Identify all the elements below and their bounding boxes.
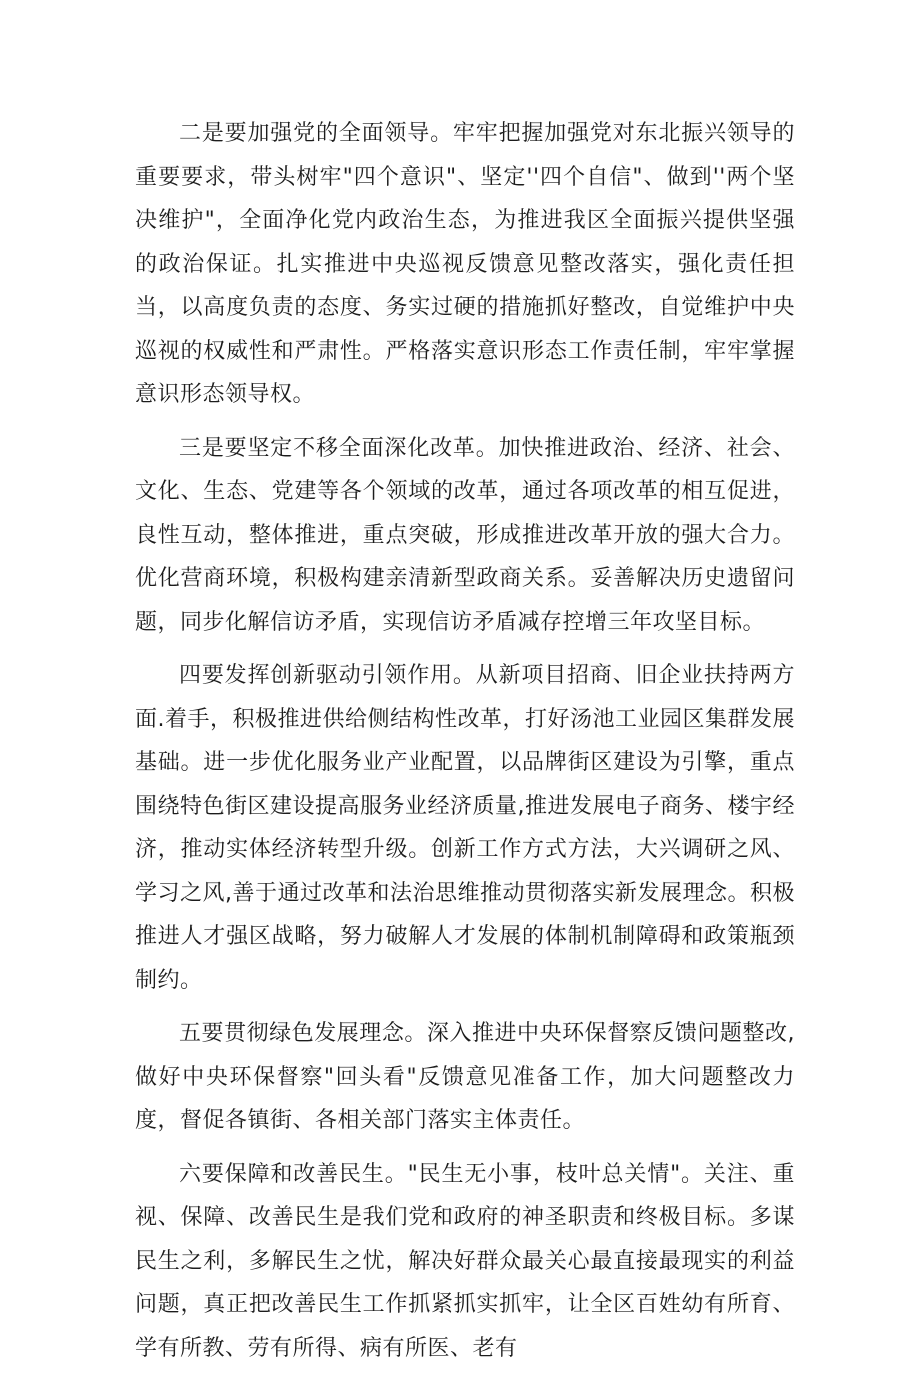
paragraph-green-development: 五要贯彻绿色发展理念。深入推进中央环保督察反馈问题整改,做好中央环保督察"回头看"反馈意见准备工作，加大问题整改力度，督促各镇街、各相关部门落实主体责任。	[135, 1021, 795, 1133]
paragraph-deepen-reform: 三是要坚定不移全面深化改革。加快推进政治、经济、社会、文化、生态、党建等各个领域的改革，通过各项改革的相互促进，良性互动，整体推进，重点突破，形成推进改革开放的强大合力。优化营商环境，积极构建亲清新型政商关系。妥善解决历史遗留问题，同步化解信访矛盾，实现信访矛盾减存控增三年攻坚目标。	[135, 435, 795, 635]
paragraph-livelihood: 六要保障和改善民生。"民生无小事，枝叶总关情"。关注、重视、保障、改善民生是我们党和政府的神圣职责和终极目标。多谋民生之利，多解民生之忧，解决好群众最关心最直接最现实的利益问题，真正把改善民生工作抓紧抓实抓牢，让全区百姓幼有所育、学有所教、劳有所得、病有所医、老有	[135, 1161, 795, 1361]
document-body	[135, 112, 795, 1380]
paragraph-innovation: 四要发挥创新驱动引领作用。从新项目招商、旧企业扶持两方面.着手，积极推进供给侧结构性改革，打好汤池工业园区集群发展基础。进一步优化服务业产业配置，以品牌街区建设为引擎，重点围绕特色街区建设提高服务业经济质量,推进发展电子商务、楼宇经济，推动实体经济转型升级。创新工作方式方法，大兴调研之风、学习之风,善于通过改革和法治思维推动贯彻落实新发展理念。积极推进人才强区战略，努力破解人才发展的体制机制障碍和政策瓶颈制约。	[135, 663, 795, 993]
paragraph-party-leadership: 二是要加强党的全面领导。牢牢把握加强党对东北振兴领导的重要要求，带头树牢"四个意识"、坚定''四个自信"、做到''两个坚决维护"，全面净化党内政治生态，为推进我区全面振兴提供坚强的政治保证。扎实推进中央巡视反馈意见整改落实，强化责任担当，以高度负责的态度、务实过硬的措施抓好整改，自觉维护中央巡视的权威性和严肃性。严格落实意识形态工作责任制，牢牢掌握意识形态领导权。	[135, 121, 795, 407]
